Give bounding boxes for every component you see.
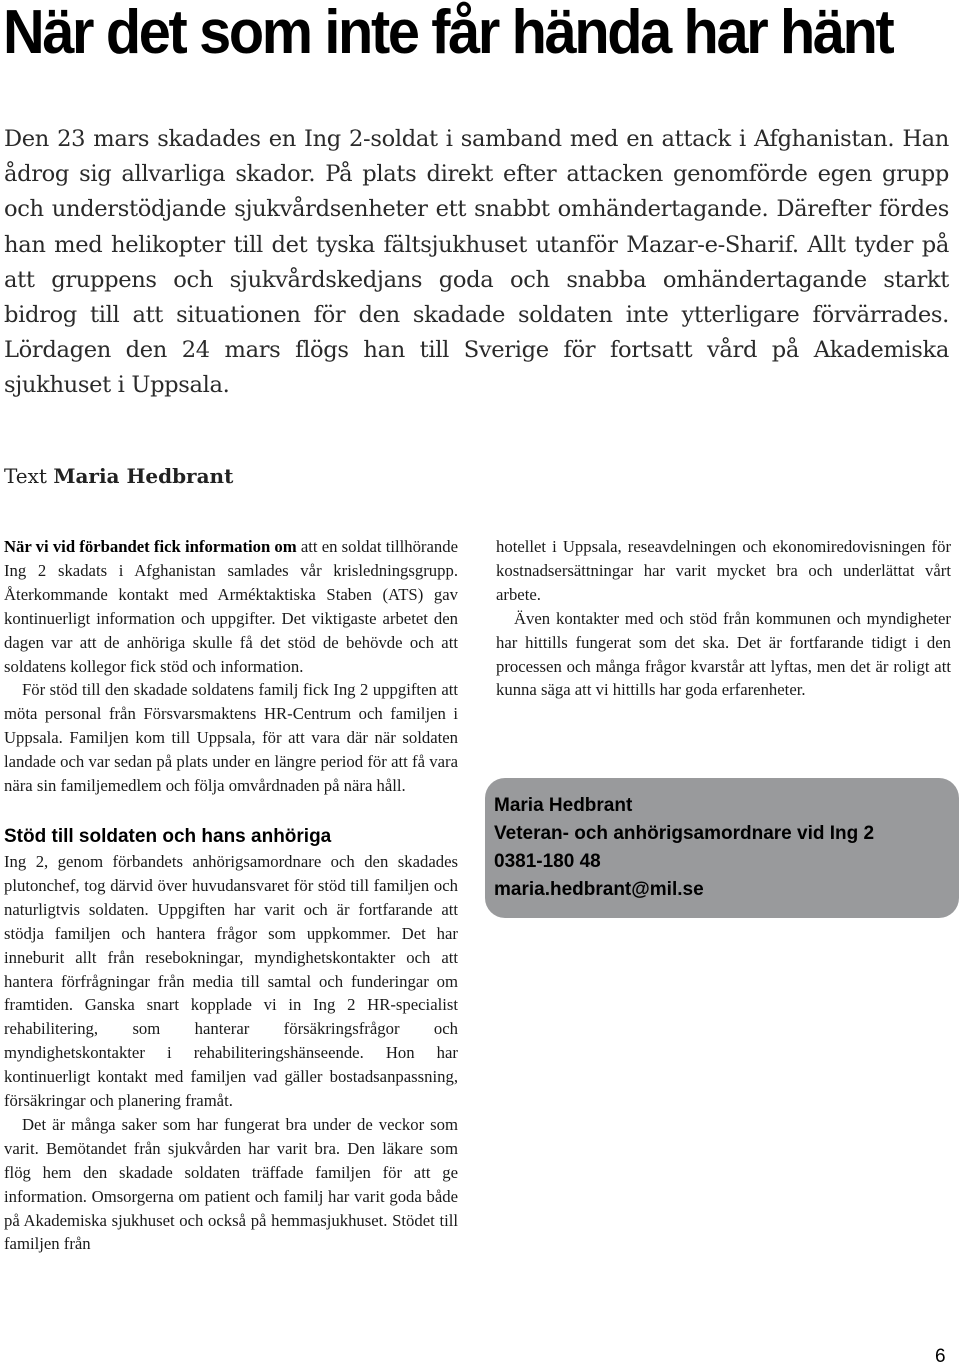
byline-author: Maria Hedbrant	[53, 464, 234, 488]
headline: När det som inte får hända har hänt	[3, 0, 893, 67]
subheading: Stöd till soldaten och hans anhöriga	[4, 825, 332, 847]
contact-phone: 0381-180 48	[494, 851, 601, 872]
byline-prefix: Text	[4, 464, 47, 488]
right-column	[496, 535, 951, 702]
contact-box	[485, 778, 959, 918]
left-column	[4, 535, 458, 1256]
left-paragraph-1	[4, 535, 458, 678]
left-paragraph-3: Ing 2, genom förbandets anhörigsamordnare och den skadades plutonchef, tog därvid över huvudansvaret för stöd till familjen och naturligtvis soldaten. Uppgiften har varit och är fortfarande att stödja familjen och hantera frågor som uppkommer. Det har inneburit allt från resebokningar, myndighetskontakter och att hantera förfrågningar från media till samtal och funderingar om framtiden. Ganska snart kopplade vi in Ing 2 HR-specialist rehabilitering, som hanterar försäkringsfrågor och myndighetskontakter i rehabiliteringshänseende. Hon har kontinuerligt kontakt med familjen vad gäller bostadsanpassning, försäkringar och planering framåt.	[4, 851, 458, 1111]
contact-title: Veteran- och anhörigsamordnare vid Ing 2	[494, 823, 875, 844]
left-paragraph-4: Det är många saker som har fungerat bra under de veckor som varit. Bemötandet från sjukvården har varit bra. Den läkare som flög hem den skadade soldaten träffade familjen för att ge information. Omsorgerna om patient och familj har varit goda både på Akademiska sjukhuset och också på hemmasjukhuset. Stödet till familjen från	[4, 1114, 458, 1254]
lead-in-bold: När vi vid förbandet fick information om	[4, 537, 297, 556]
right-paragraph-2: Även kontakter med och stöd från kommunen och myndigheter har hittills fungerat som det ska. Det är fortfarande tidigt i den processen och många frågor kvarstår att lyftas, men det är roligt att kunna säga att vi hittills har goda erfarenheter.	[496, 608, 951, 700]
contact-email[interactable]: maria.hedbrant@mil.se	[494, 879, 704, 900]
ingress-paragraph: Den 23 mars skadades en Ing 2-soldat i samband med en attack i Afghanistan. Han ådrog sig allvarliga skador. På plats direkt efter attacken genomförde egen grupp och understödjande sjukvårdsenheter ett snabbt omhändertagande. Därefter fördes han med helikopter till det tyska fältsjukhuset utanför Mazar-e-Sharif. Allt tyder på att gruppens och sjukvårdskedjans goda och snabba omhändertagande starkt bidrog till att situationen för den skadade soldaten inte ytterligare förvärrades. Lördagen den 24 mars flögs han till Sverige för fortsatt vård på Akademiska sjukhuset i Uppsala.	[4, 126, 949, 399]
left-paragraph-2: För stöd till den skadade soldatens familj fick Ing 2 uppgiften att möta personal från Försvarsmaktens HR-Centrum och familjen i Uppsala. Familjen kom till Uppsala, för att vara där när soldaten landade och var sedan på plats under en längre period för att få vara nära sin familjemedlem och följa omvårdnaden på nära håll.	[4, 680, 458, 796]
page-number: 6	[935, 1346, 946, 1367]
left-paragraph-1-text: att en soldat tillhörande Ing 2 skadats i Afghanistan samlades vår krisledningsgrupp. Återkommande kontakt med Arméktaktiska Staben (ATS) gav kontinuerligt information och uppgifter. Det viktigaste arbetet den dagen var att de anhöriga skulle få det stöd de behövde och att soldatens kollegor fick stöd och information.	[4, 537, 458, 676]
contact-name: Maria Hedbrant	[494, 795, 633, 816]
byline	[4, 462, 233, 490]
right-paragraph-1: hotellet i Uppsala, reseavdelningen och ekonomiredovisningen för kostnadsersättningar har varit mycket bra och underlättat vårt arbete.	[496, 537, 951, 604]
